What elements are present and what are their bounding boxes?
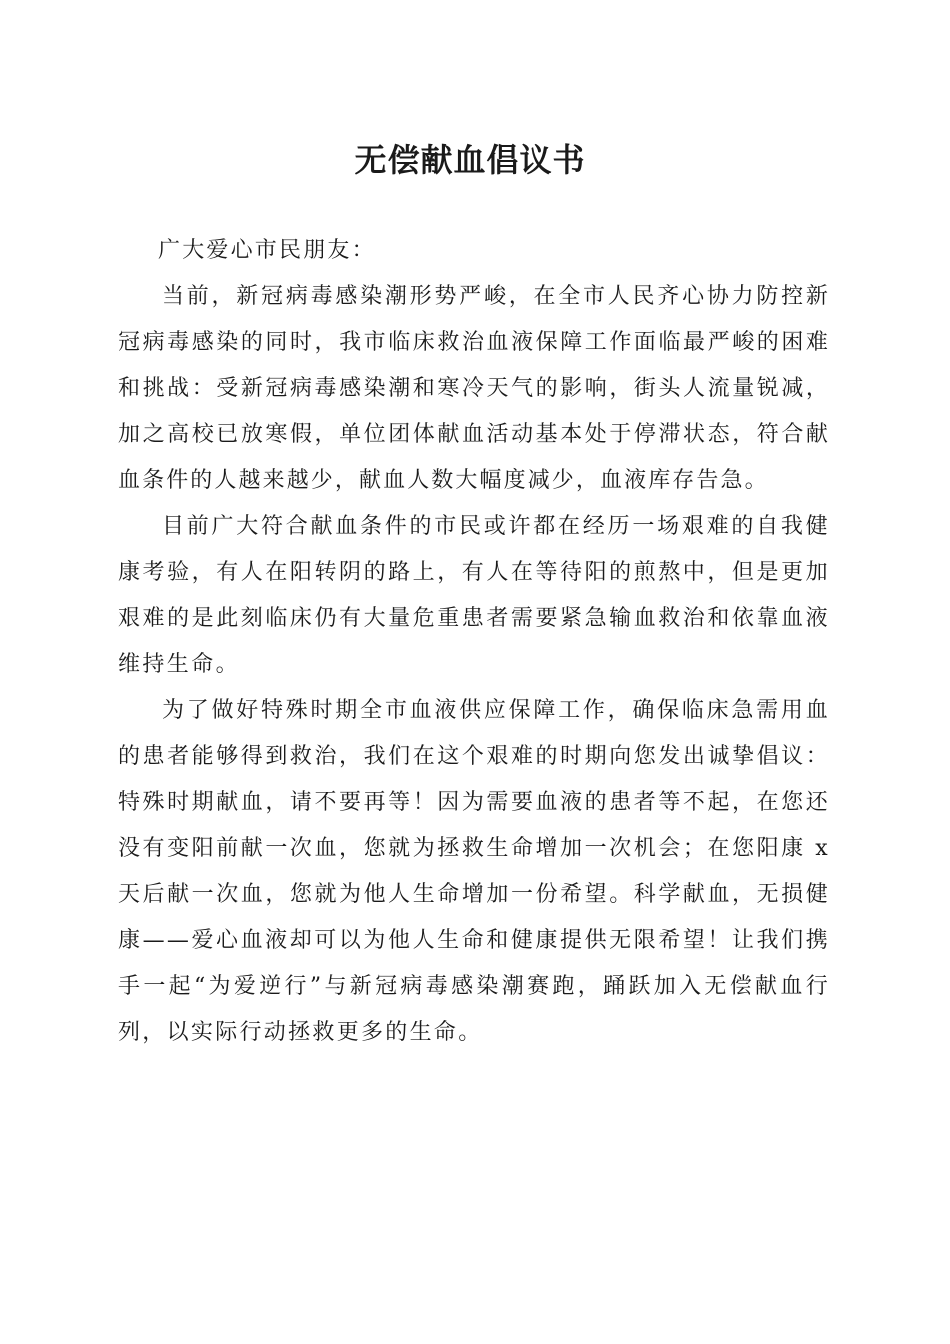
- document-body: [118, 228, 830, 1056]
- paragraph-appeal: 为了做好特殊时期全市血液供应保障工作，确保临床急需用血的患者能够得到救治，我们在这个艰难的时期向您发出诚挚倡议：特殊时期献血，请不要再等！因为需要血液的患者等不起，在您还没有变阳前献一次血，您就为拯救生命增加一次机会；在您阳康 x 天后献一次血，您就为他人生命增加一份希望。科学献血，无损健康——爱心血液却可以为他人生命和健康提供无限希望！让我们携手一起“为爱逆行”与新冠病毒感染潮赛跑，踊跃加入无偿献血行列，以实际行动拯救更多的生命。: [118, 698, 830, 1045]
- paragraph-patient-need: 目前广大符合献血条件的市民或许都在经历一场艰难的自我健康考验，有人在阳转阴的路上，有人在等待阳的煎熬中，但是更加艰难的是此刻临床仍有大量危重患者需要紧急输血救治和依靠血液维持生命。: [118, 514, 830, 677]
- document-title: 无偿献血倡议书: [354, 141, 586, 179]
- paragraph-current-situation: 当前，新冠病毒感染潮形势严峻，在全市人民齐心协力防控新冠病毒感染的同时，我市临床救治血液保障工作面临最严峻的困难和挑战：受新冠病毒感染潮和寒冷天气的影响，街头人流量锐减，加之高校已放寒假，单位团体献血活动基本处于停滞状态，符合献血条件的人越来越少，献血人数大幅度减少，血液库存告急。: [118, 284, 830, 493]
- salutation: 广大爱心市民朋友：: [158, 238, 376, 263]
